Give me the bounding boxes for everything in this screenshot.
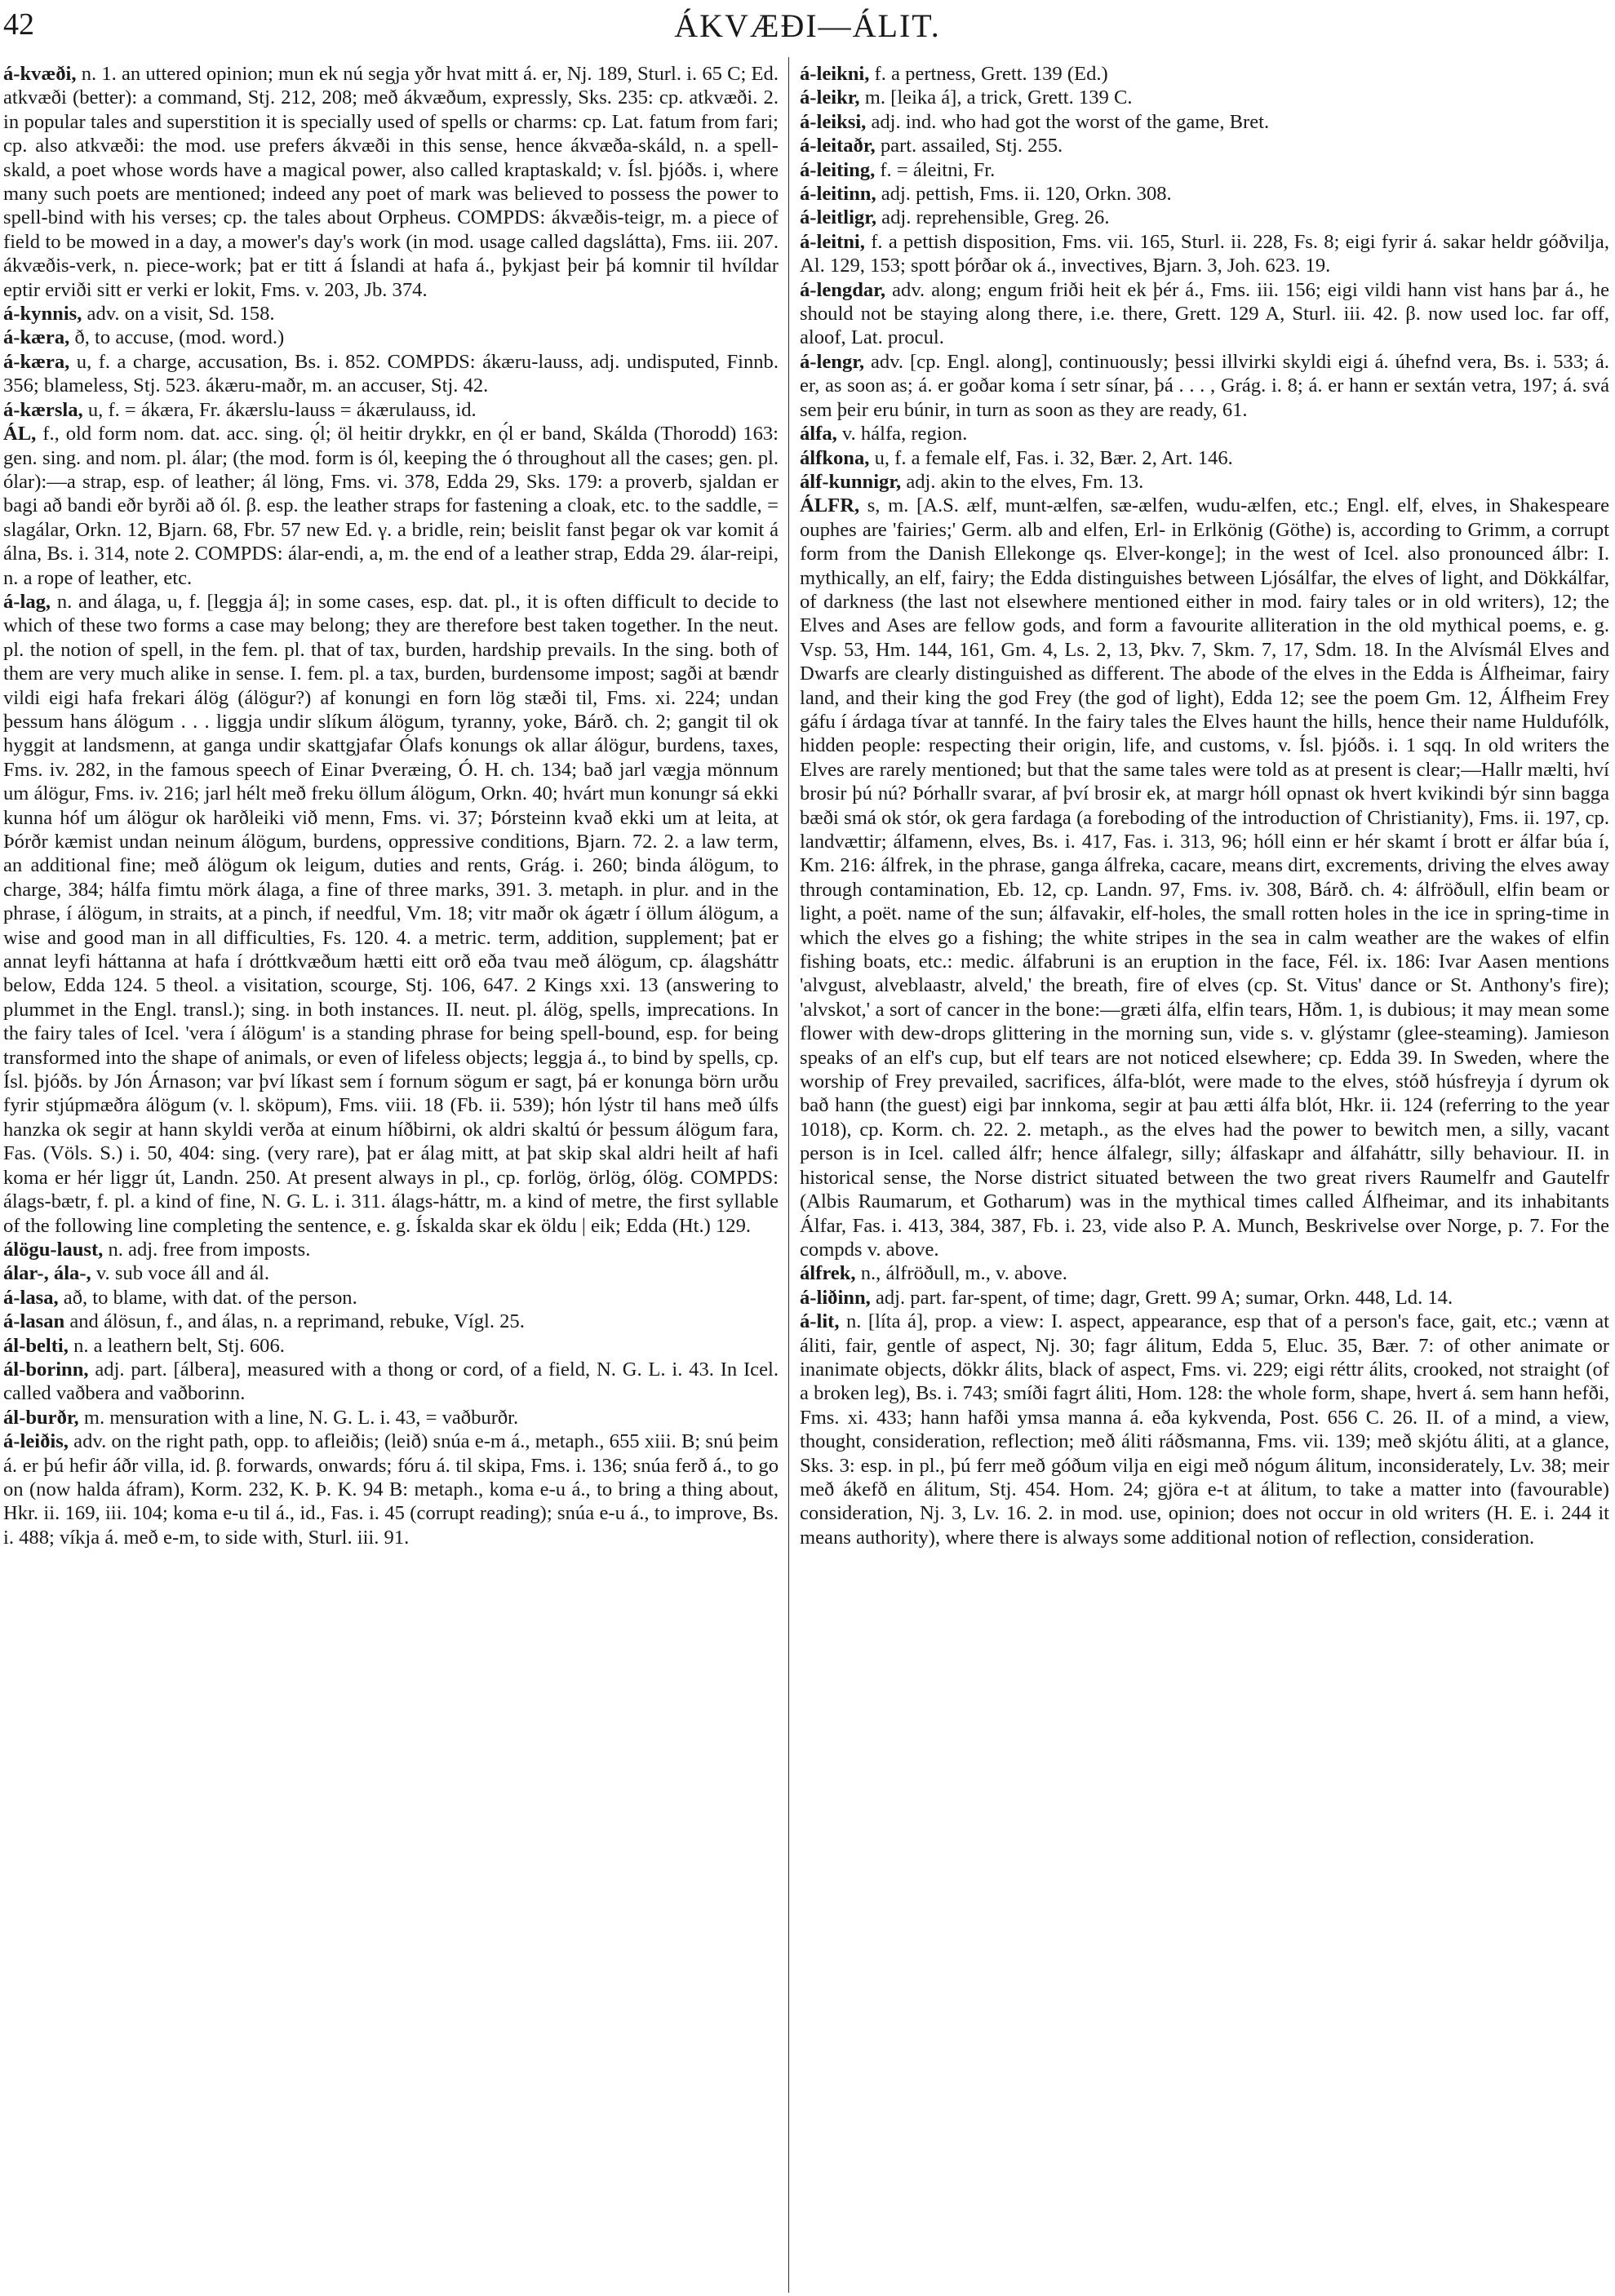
dictionary-entry [3,350,779,398]
headword: á-leiðis, [3,1430,69,1453]
entry-definition: and álösun, f., and álas, n. a reprimand, rebuke, Vígl. 25. [64,1310,525,1333]
dictionary-entry [800,1286,1609,1310]
dictionary-entry [3,1310,779,1333]
headword: á-lasa, [3,1286,59,1309]
headword: ál-burðr, [3,1406,79,1429]
entry-definition: adv. along; engum friði heit ek þér á., Fms. iii. 156; eigi vildi hann vist hans þar á., he should not be staying along there, i.e. there, Grett. 129 A, Sturl. iii. 42. β. now used loc. far off, aloof, Lat. procul. [800,278,1609,349]
dictionary-entry [800,230,1609,278]
entry-definition: adv. on the right path, opp. to afleiðis; (leið) snúa e-m á., metaph., 655 xiii. B; snú þeim á. er þú hefir áðr villa, id. β. forwards, onwards; fóru á. til skipa, Fms. i. 136; snúa ferð á., to go on (now halda áfram), Korm. 232, K. Þ. K. 94 B: metaph., koma e-u á., to bring a thing about, Hkr. ii. 169, iii. 104; koma e-u til á., id., Fas. i. 45 (corrupt reading); snúa e-u á., to improve, Bs. i. 488; víkja á. með e-m, to side with, Sturl. iii. 91. [3,1430,779,1549]
dictionary-entry [3,62,779,302]
headword: á-leitinn, [800,183,876,206]
headword: ál-belti, [3,1334,69,1357]
headword: á-lag, [3,590,51,613]
dictionary-entry [800,446,1609,470]
dictionary-entry [800,86,1609,109]
headword: álar-, ála-, [3,1262,91,1285]
headword: álfrek, [800,1262,856,1285]
headword: á-leikr, [800,86,860,109]
entry-definition: f. a pettish disposition, Fms. vii. 165, Sturl. ii. 228, Fs. 8; eigi fyrir á. sakar heldr góðvilja, Al. 129, 153; spott þórðar ok á., invectives, Bjarn. 3, Joh. 623. 19. [800,230,1609,277]
dictionary-entry [3,1261,779,1285]
entry-definition: m. mensuration with a line, N. G. L. i. 43, = vaðburðr. [78,1406,519,1429]
headword: á-leitni, [800,230,865,253]
dictionary-entry [3,1429,779,1549]
dictionary-entry [800,182,1609,206]
headword: ÁL, [3,423,37,445]
headword: á-kæra, [3,326,70,349]
headword: á-lengr, [800,350,865,373]
entry-definition: f., old form nom. dat. acc. sing. ǫ́l; öl heitir drykkr, en ǫ́l er band, Skálda (Thorodd) 163: gen. sing. and nom. pl. álar; (the mod. form is ól, keeping the ó throughout all the cases; gen. pl. ólar):—a strap, esp. of leather; ál löng, Fms. vi. 378, Edda 29, Sks. 179: a proverb, sjaldan er bagi að bandi eðr byrði að ól. β. esp. the leather straps for fastening a cloak, etc. to the saddle, = slagálar, Orkn. 12, Bjarn. 68, Fbr. 57 new Ed. γ. a bridle, rein; beislit fanst þegar ok var komit á álna, Bs. i. 314, note 2. COMPDS: álar-endi, a, m. the end of a leather strap, Edda 29. álar-reipi, n. a rope of leather, etc. [3,423,779,589]
entry-definition: n. adj. free from imposts. [103,1238,311,1261]
entry-definition: f. = áleitni, Fr. [875,158,996,181]
headword: á-kærsla, [3,398,83,421]
dictionary-entry [800,278,1609,350]
entry-definition: adj. pettish, Fms. ii. 120, Orkn. 308. [876,183,1172,206]
headword: á-leitaðr, [800,135,876,157]
page-header [0,7,1615,55]
headword: á-kæra, [3,350,70,373]
headword: á-leiting, [800,158,876,181]
headword: á-kynnis, [3,303,82,326]
entry-definition: adv. [cp. Engl. along], continuously; þessi illvirki skyldi eigi á. úhefnd vera, Bs. i. 533; á. er, as soon as; á. er goðar koma í setr sínar, þá . . . , Grág. i. 8; á. er hann er sextán vetra, 197; á. svá sem þeir eru búnir, in turn as soon as they are ready, 61. [800,350,1609,421]
dictionary-entry [800,494,1609,1261]
entry-definition: n. 1. an uttered opinion; mun ek nú segja yðr hvat mitt á. er, Nj. 189, Sturl. i. 65 C; Ed. atkvæði (better): a command, Stj. 212, 208; með ákvæðum, expressly, Sks. 235: cp. atkvæði. 2. in popular tales and superstition it is specially used of spells or charms: cp. Lat. fatum from fari; cp. also atkvæði: the mod. use prefers ákvæði in this sense, hence ákvæða-skáld, n. a spell-skald, a poet whose words have a magical power, also called kraptaskald; v. Ísl. þjóðs. i, where many such poets are mentioned; indeed any poet of mark was believed to possess the power to spell-bind with his verses; cp. the tales about Orpheus. COMPDS: ákvæðis-teigr, m. a piece of field to be mowed in a day, a mower's day's work (in mod. usage called dagslátta), Fms. iii. 207. ákvæðis-verk, n. piece-work; þat er titt á Íslandi at hafa á., þykjast þeir þá komnir til hvíldar eptir erviði sitt er verki er lokit, Fms. v. 203, Jb. 374. [3,63,779,301]
dictionary-entry [3,1334,779,1358]
headword: á-kvæði, [3,63,77,85]
headword: álfa, [800,423,837,445]
page-number: 42 [3,7,34,42]
headword: á-leitligr, [800,206,877,229]
entry-definition: s, m. [A.S. ælf, munt-ælfen, sæ-ælfen, wudu-ælfen, etc.; Engl. elf, elves, in Shakespeare ouphes are 'fairies;' Germ. alb and elfen, Erl- in Erlkönig (Göthe) is, according to Grimm, a corrupt form from the Danish Ellekonge qs. Elver-konge]; in the west of Icel. also pronounced álbr: I. mythically, an elf, fairy; the Edda distinguishes between Ljósálfar, the elves of light, and Dökkálfar, of darkness (the last not elsewhere mentioned either in mod. fairy tales or in old writers), 12; the Elves and Ases are fellow gods, and form a favourite alliteration in the old mythical poems, e. g. Vsp. 53, Hm. 144, 161, Gm. 4, Ls. 2, 13, Þkv. 7, Skm. 7, 17, Sdm. 18. In the Alvísmál Elves and Dwarfs are clearly distinguished as different. The abode of the elves in the Edda is Álfheimar, fairy land, and their king the god Frey (the god of light), Edda 12; see the poem Gm. 12, Álfheim Frey gáfu í árdaga tívar at tannfé. In the fairy tales the Elves haunt the hills, hence their name Huldufólk, hidden people: respecting their origin, life, and customs, v. Ísl. þjóðs. i. 1 sqq. In old writers the Elves are rarely mentioned; but that the same tales were told as at present is clear;—Hallr mælti, hví brosir þú nú? Þórhallr svarar, af því brosir ek, at margr hóll opnast ok hvert kvikindi býr sinn bagga bæði smá ok stór, ok gera fardaga (a foreboding of the introduction of Christianity), Fms. ii. 197, cp. landvættir; álfamenn, elves, Bs. i. 417, Fas. i. 313, 96; hóll einn er hér skamt í brott er álfar búa í, Km. 216: álfrek, in the phrase, ganga álfreka, cacare, means dirt, excrements, driving the elves away through contamination, Eb. 12, cp. Landn. 97, Fms. iv. 308, Bárð. ch. 4: álfröðull, elfin beam or light, a poët. name of the sun; álfavakir, elf-holes, the small rotten holes in the ice in spring-time in which the elves go a fishing; the white stripes in the sea in calm weather are the wakes of elfin fishing boats, etc.: medic. álfabruni is an eruption in the face, Fél. ix. 186: Ivar Aasen mentions 'alvgust, alveblaastr, alveld,' the breath, fire of elves (cp. St. Vitus' dance or St. Anthony's fire); 'alvskot,' a sort of cancer in the bone:—græti álfa, elfin tears, Hðm. 1, is dubious; it may mean some flower with dew-drops glittering in the morning sun, vide s. v. glýstamr (glee-steaming). Jamieson speaks of an elf's cup, but elf tears are not noticed elsewhere; cp. Edda 39. In Sweden, where the worship of Frey prevailed, sacrifices, álfa-blót, were made to the elves, stóð húsfreyja í dyrum ok bað hann (the guest) eigi þar innkoma, segir at þau ætti álfa blót, Hkr. ii. 124 (referring to the year 1018), cp. Korm. ch. 22. 2. metaph., as the elves had the power to bewitch men, a silly, vacant person is in Icel. called álfr; hence álfalegr, silly; álfaskapr and álfaháttr, silly behaviour. II. in historical sense, the Norse district situated between the two great rivers Raumelfr and Gautelfr (Albis Raumarum, et Gotharum) was in the mythical times called Álfheimar, and its inhabitants Álfar, Fas. i. 413, 384, 387, Fb. i. 23, vide also P. A. Munch, Beskrivelse over Norge, p. 7. For the compds v. above. [800,494,1609,1261]
dictionary-entry [800,206,1609,229]
headword: ál-borinn, [3,1358,89,1381]
headword: álögu-laust, [3,1238,104,1261]
dictionary-entry [3,1238,779,1261]
dictionary-entry [3,590,779,1238]
dictionary-entry [800,350,1609,422]
entry-definition: n., álfröðull, m., v. above. [855,1262,1067,1285]
headword: á-liðinn, [800,1286,871,1309]
entry-definition: adv. on a visit, Sd. 158. [82,303,275,326]
headword: á-lasan [3,1310,65,1333]
entry-definition: v. hálfa, region. [836,423,968,445]
dictionary-entry [800,62,1609,86]
entry-definition: n. [líta á], prop. a view: I. aspect, appearance, esp that of a person's face, gait, etc.; vænn at áliti, fair, gentle of aspect, Nj. 30; fagr álitum, Edda 5, Eluc. 35, Bær. 7: of other animate or inanimate objects, dökkr álits, black of aspect, Fms. vi. 229; eigi réttr álits, crooked, not straight (of a broken leg), Bs. i. 743; smíði fagrt áliti, Hom. 128: the whole form, shape, hvert á. sem hann hefði, Fms. xi. 433; hann hafði ymsa manna á. eða kykvenda, Post. 656 C. 26. II. of a mind, a view, thought, consideration, reflection; með áliti ráðsmanna, Fms. vii. 139; með skjótu áliti, at a glance, Sks. 3: esp. in pl., þú ferr með góðum vilja en eigi með nógum álitum, inconsiderately, Lv. 38; meir með ákefð en álitum, Stj. 454. Hom. 24; gjöra e-t at álitum, to take a matter into (favourable) consideration, Nj. 3, Lv. 16. 2. in mod. use, opinion; does not occur in old writers (H. E. i. 244 it means authority), where there is always some additional notion of reflection, consideration. [800,1310,1609,1549]
headword: álf-kunnigr, [800,470,902,493]
dictionary-entry [3,1358,779,1406]
entry-definition: ð, to accuse, (mod. word.) [69,326,285,349]
dictionary-entry [3,1406,779,1429]
entry-definition: part. assailed, Stj. 255. [875,135,1063,157]
headword: á-lengdar, [800,278,885,301]
right-column [800,62,1609,1549]
dictionary-entry [800,470,1609,494]
entry-definition: að, to blame, with dat. of the person. [58,1286,357,1309]
dictionary-entry [800,422,1609,445]
headword: ÁLFR, [800,494,860,517]
entry-definition: n. and álaga, u, f. [leggja á]; in some cases, esp. dat. pl., it is often difficult to decide to which of these two forms a case may belong; they are therefore best taken together. In the neut. pl. the notion of spell, in the fem. pl. that of tax, burden, hardship prevails. In the sing. both of them are very much alike in sense. I. fem. pl. a tax, burden, burdensome impost; sagði at bændr vildi eigi hafa frekari álög (álögur?) af konungi en forn lög stæði til, Fms. xi. 224; undan þessum hans álögum . . . liggja undir slíkum álögum, tyranny, yoke, Bárð. ch. 2; gangit til ok hyggit at landsmenn, at ganga undir skattgjafar Ólafs konungs ok allar álögur, burdens, taxes, Fms. iv. 282, in the famous speech of Einar Þveræing, Ó. H. ch. 134; bað jarl vægja mönnum um álögur, Fms. iv. 216; jarl hélt með freku öllum álögum, Orkn. 40; hvárt mun konungr sá ekki kunna hóf um álögur ok harðleiki við menn, Fms. vi. 37; Þórsteinn kvað ekki um at leita, at Þórðr kæmist undan neinum álögum, burdens, oppressive conditions, Bjarn. 72. 2. a law term, an additional fine; með álögum ok leigum, duties and rents, Grág. i. 260; binda álögum, to charge, 384; hálfa fimtu mörk álaga, a fine of three marks, 391. 3. metaph. in plur. and in the phrase, í álögum, in straits, at a pinch, if needful, Vm. 18; vitr maðr ok ágætr í öllum álögum, a wise and good man in all difficulties, Fs. 120. 4. a metric. term, addition, supplement; þat er annat leyfi háttanna at hafa í dróttkvæðum hætti eitt orð eða tvau með álögum, cp. álagsháttr below, Edda 124. 5 theol. a visitation, scourge, Stj. 106, 647. 2 Kings xxi. 13 (answering to plummet in the Engl. transl.); sing. in both instances. II. neut. pl. álög, spells, imprecations. In the fairy tales of Icel. 'vera í álögum' is a standing phrase for being spell-bound, esp. for being transformed into the shape of animals, or even of lifeless objects; leggja á., to bind by spells, cp. Ísl. þjóðs. by Jón Árnason; var því líkast sem í fornum sögum er sagt, þá er konunga börn urðu fyrir stjúpmæðra álögum (v. l. sköpum), Fms. viii. 18 (Fb. ii. 539); hón lýstr til hans með úlfs hanzka ok segir at hann skyldi verða at einum híðbirni, ok aldri skaltú ór þessum álögum fara, Fas. (Völs. S.) i. 50, 404: sing. (very rare), þat er álag mitt, at þat skip skal aldri heilt af hafi koma er hér liggr út, Landn. 250. At present always in pl., cp. forlög, örlög, ólög. COMPDS: álags-bætr, f. pl. a kind of fine, N. G. L. i. 311. álags-háttr, m. a kind of metre, the first syllable of the following line completing the sentence, e. g. Ískalda skar ek öldu | eik; Edda (Ht.) 129. [3,590,779,1237]
entry-definition: u, f. a charge, accusation, Bs. i. 852. COMPDS: ákæru-lauss, adj. undisputed, Finnb. 356; blameless, Stj. 523. ákæru-maðr, m. an accuser, Stj. 42. [3,350,779,397]
dictionary-entry [3,326,779,349]
entry-definition: n. a leathern belt, Stj. 606. [68,1334,285,1357]
headword: á-lit, [800,1310,840,1333]
dictionary-entry [3,1286,779,1310]
left-column [3,62,779,1549]
entry-definition: u, f. a female elf, Fas. i. 32, Bær. 2, Art. 146. [869,446,1233,469]
column-divider [788,57,789,2293]
entry-definition: f. a pertness, Grett. 139 (Ed.) [869,63,1108,85]
dictionary-entry [3,302,779,326]
headword: á-leiksi, [800,110,867,133]
entry-definition: v. sub voce áll and ál. [91,1262,270,1285]
dictionary-entry [3,398,779,422]
dictionary-entry [800,1310,1609,1549]
entry-definition: adj. part. far-spent, of time; dagr, Grett. 99 A; sumar, Orkn. 448, Ld. 14. [870,1286,1453,1309]
entry-definition: m. [leika á], a trick, Grett. 139 C. [859,86,1133,109]
entry-definition: adj. ind. who had got the worst of the game, Bret. [866,110,1270,133]
entry-definition: adj. akin to the elves, Fm. 13. [901,470,1144,493]
dictionary-entry [800,110,1609,134]
entry-definition: u, f. = ákæra, Fr. ákærslu-lauss = ákærulauss, id. [82,398,477,421]
headword: álfkona, [800,446,870,469]
dictionary-entry [800,134,1609,157]
entry-definition: adj. reprehensible, Greg. 26. [876,206,1110,229]
dictionary-entry [800,158,1609,182]
page-title: ÁKVÆÐI—ÁLIT. [674,7,941,44]
dictionary-entry [800,1261,1609,1285]
dictionary-entry [3,422,779,590]
entry-definition: adj. part. [álbera], measured with a thong or cord, of a field, N. G. L. i. 43. In Icel. called vaðbera and vaðborinn. [3,1358,779,1405]
headword: á-leikni, [800,63,870,85]
